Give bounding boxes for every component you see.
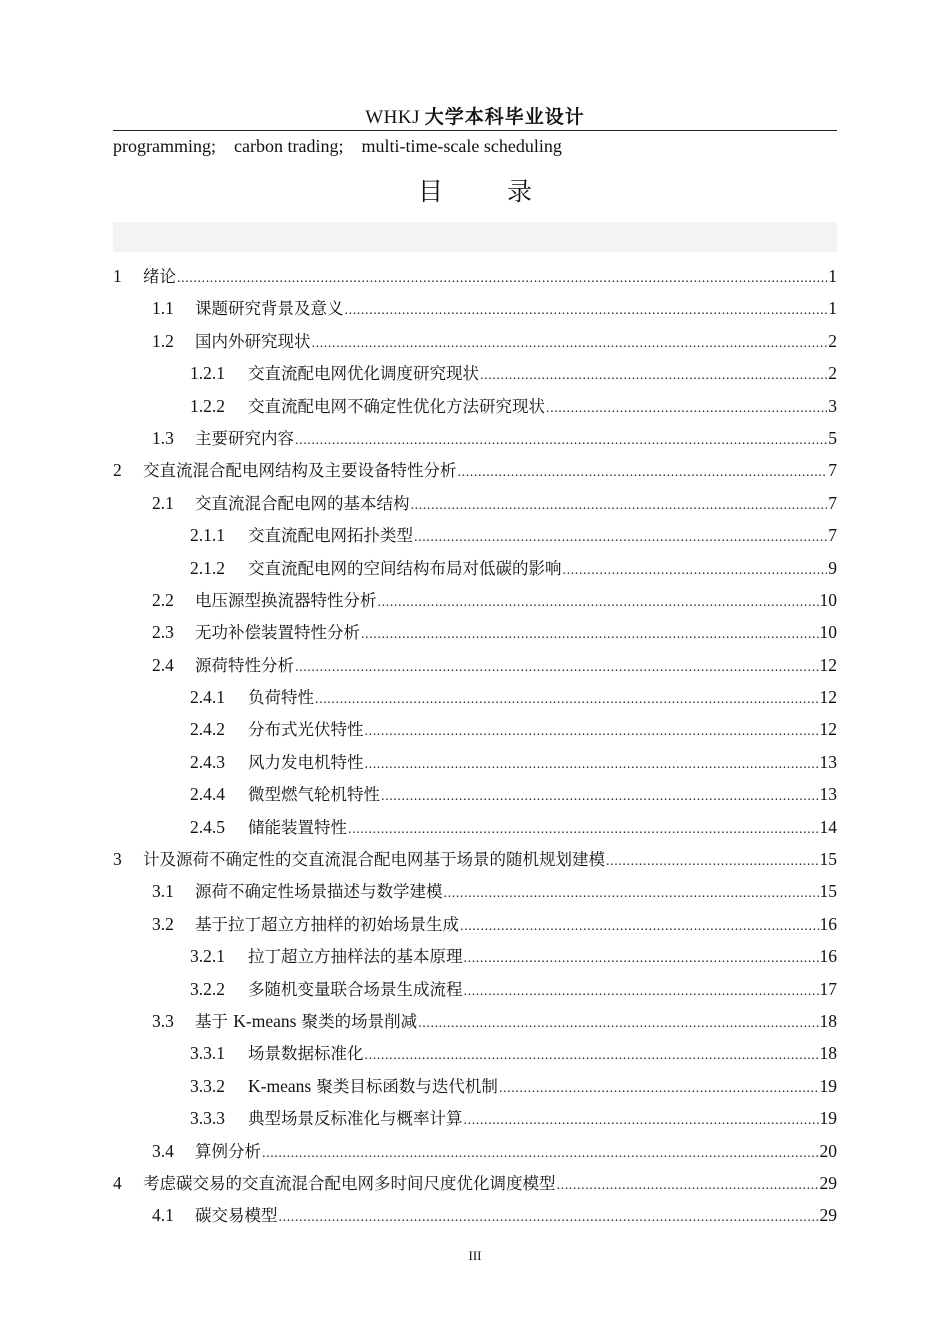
toc-dot-leader [418,1010,818,1038]
toc-entry-title: 电压源型换流器特性分析 [195,590,377,610]
toc-entry-page: 19 [819,1108,837,1129]
toc-entry-number: 2.4 [152,654,174,675]
toc-entry-number: 3.3 [152,1010,174,1031]
toc-dot-leader [365,751,819,779]
toc-entry-page: 7 [828,492,837,513]
toc-entry[interactable] [113,780,837,812]
toc-dot-leader [546,395,827,423]
toc-entry-page: 7 [828,460,837,481]
toc-title: 目 录 [418,177,560,206]
toc-entry[interactable] [113,651,837,683]
toc-entry[interactable] [113,359,837,391]
toc-entry-page: 17 [819,978,837,999]
toc-entry-title: 课题研究背景及意义 [195,299,344,319]
toc-entry-page: 13 [819,751,837,772]
toc-entry-number: 1.2.1 [190,363,225,384]
toc-entry-number: 2.2 [152,589,174,610]
toc-entry-page: 5 [828,427,837,448]
toc-entry-title: 交直流配电网不确定性优化方法研究现状 [248,396,545,416]
toc-entry-title: 无功补偿装置特性分析 [195,623,360,643]
toc-entry-title: 交直流混合配电网的基本结构 [195,493,410,513]
toc-entry-page: 2 [828,330,837,351]
toc-entry-title: 分布式光伏特性 [248,720,364,740]
toc-entry[interactable] [113,554,837,586]
toc-entry-title: 碳交易模型 [195,1206,278,1226]
toc-entry[interactable] [113,1104,837,1136]
page-number-footer: III [468,1248,482,1263]
toc-entry-number: 3.2.1 [190,946,225,967]
toc-entry[interactable] [113,1072,837,1104]
toc-entry[interactable] [113,942,837,974]
table-of-contents [113,262,837,1234]
toc-entry-title: 交直流配电网拓扑类型 [248,526,413,546]
toc-entry-title: 微型燃气轮机特性 [248,785,380,805]
toc-dot-leader [177,265,827,293]
toc-dot-leader [480,362,827,390]
toc-entry-page: 14 [819,816,837,837]
toc-entry-title: 算例分析 [195,1141,261,1161]
toc-dot-leader [262,1140,819,1168]
shaded-band [113,222,837,252]
toc-entry-title: 主要研究内容 [195,428,294,448]
toc-entry[interactable] [113,975,837,1007]
toc-dot-leader [348,816,819,844]
toc-dot-leader [557,1172,819,1200]
toc-dot-leader [315,686,819,714]
toc-entry[interactable] [113,845,837,877]
toc-entry[interactable] [113,456,837,488]
toc-entry-title: 考虑碳交易的交直流混合配电网多时间尺度优化调度模型 [143,1173,556,1193]
toc-entry-page: 12 [819,687,837,708]
toc-entry-page: 7 [828,525,837,546]
toc-entry-page: 12 [819,719,837,740]
toc-entry-number: 1.3 [152,427,174,448]
toc-entry-title: 交直流配电网的空间结构布局对低碳的影响 [248,558,562,578]
toc-entry-number: 2.1.2 [190,557,225,578]
toc-entry-number: 3 [113,849,122,870]
toc-entry-number: 4 [113,1172,122,1193]
toc-entry[interactable] [113,521,837,553]
toc-entry-number: 2.4.1 [190,687,225,708]
toc-entry[interactable] [113,683,837,715]
toc-entry-page: 1 [828,266,837,286]
toc-entry-title: 国内外研究现状 [195,331,311,351]
toc-entry-title: 交直流混合配电网结构及主要设备特性分析 [143,461,457,481]
toc-entry[interactable] [113,715,837,747]
toc-entry-title: 拉丁超立方抽样法的基本原理 [248,947,463,967]
toc-entry-page: 10 [819,622,837,643]
toc-entry-title: 源荷不确定性场景描述与数学建模 [195,882,443,902]
toc-entry-title: 绪论 [143,267,176,286]
toc-dot-leader [365,1042,819,1070]
toc-dot-leader [464,1107,819,1135]
header-thesis-label: 大学本科毕业设计 [424,106,585,128]
toc-entry-number: 3.2.2 [190,978,225,999]
toc-dot-leader [295,427,827,455]
toc-entry-page: 2 [828,363,837,384]
toc-entry-page: 16 [819,946,837,967]
toc-dot-leader [381,783,819,811]
page-header [113,104,837,130]
toc-dot-leader [295,654,819,682]
toc-entry-title: 风力发电机特性 [248,752,364,772]
toc-dot-leader [361,621,819,649]
toc-entry-page: 12 [819,654,837,675]
toc-entry[interactable] [113,813,837,845]
toc-entry-number: 2.4.5 [190,816,225,837]
toc-dot-leader [464,978,819,1006]
toc-entry-number: 2.1 [152,492,174,513]
toc-entry-number: 3.3.3 [190,1108,225,1129]
toc-entry-title: 典型场景反标准化与概率计算 [248,1109,463,1129]
toc-entry[interactable] [113,618,837,650]
toc-entry-number: 3.4 [152,1140,174,1161]
toc-entry-page: 15 [819,881,837,902]
toc-entry-number: 3.3.2 [190,1075,225,1096]
toc-entry[interactable] [113,424,837,456]
toc-entry-page: 9 [828,557,837,578]
toc-entry-page: 3 [828,395,837,416]
toc-entry-title: 多随机变量联合场景生成流程 [248,979,463,999]
toc-entry-title: 基于 K-means 聚类的场景削减 [195,1010,418,1031]
toc-entry[interactable] [113,1137,837,1169]
toc-dot-leader [444,880,819,908]
toc-dot-leader [365,718,819,746]
toc-dot-leader [312,330,828,358]
toc-entry-number: 3.2 [152,913,174,934]
toc-entry-page: 29 [819,1172,837,1193]
toc-dot-leader [606,848,819,876]
toc-entry-page: 18 [819,1043,837,1064]
toc-dot-leader [414,524,827,552]
toc-entry-title: 负荷特性 [248,688,314,708]
toc-entry[interactable] [113,1007,837,1039]
toc-entry[interactable] [113,1201,837,1233]
toc-entry[interactable] [113,392,837,424]
toc-entry-number: 3.1 [152,881,174,902]
toc-entry-page: 1 [828,298,837,319]
toc-dot-leader [563,557,828,585]
toc-entry-page: 18 [819,1010,837,1031]
toc-entry-number: 2 [113,460,122,481]
toc-entry-page: 19 [819,1075,837,1096]
toc-entry[interactable] [113,1039,837,1071]
toc-entry-title: 交直流配电网优化调度研究现状 [248,364,479,384]
keywords-continuation: programming; carbon trading; multi-time-scale scheduling [113,136,562,156]
toc-entry[interactable] [113,910,837,942]
toc-entry-number: 2.3 [152,622,174,643]
toc-entry-number: 3.3.1 [190,1043,225,1064]
toc-entry-number: 1.2.2 [190,395,225,416]
toc-entry-title: 源荷特性分析 [195,655,294,675]
toc-entry[interactable] [113,748,837,780]
toc-entry-number: 4.1 [152,1205,174,1226]
toc-entry-number: 2.4.2 [190,719,225,740]
toc-entry-number: 2.1.1 [190,525,225,546]
toc-entry-title: K-means 聚类目标函数与迭代机制 [248,1075,498,1096]
toc-entry-title: 储能装置特性 [248,817,347,837]
toc-entry-page: 16 [819,913,837,934]
toc-entry-number: 1.1 [152,298,174,319]
toc-dot-leader [458,459,828,487]
toc-entry[interactable] [113,294,837,326]
toc-entry-title: 计及源荷不确定性的交直流混合配电网基于场景的随机规划建模 [143,850,605,870]
toc-dot-leader [499,1075,819,1103]
toc-entry-page: 10 [819,589,837,610]
header-university-code: WHKJ [365,107,420,128]
toc-dot-leader [411,492,828,520]
toc-dot-leader [464,945,819,973]
toc-dot-leader [279,1204,819,1232]
toc-entry-title: 场景数据标准化 [248,1044,364,1064]
toc-entry-number: 1.2 [152,330,174,351]
toc-dot-leader [345,297,828,325]
toc-dot-leader [378,589,819,617]
header-divider [113,130,837,131]
toc-entry-page: 15 [819,849,837,870]
toc-entry[interactable] [113,1169,837,1201]
toc-dot-leader [460,913,819,941]
toc-entry-number: 1 [113,266,122,286]
toc-entry-number: 2.4.4 [190,784,225,805]
toc-entry[interactable] [113,262,837,294]
toc-entry-title: 基于拉丁超立方抽样的初始场景生成 [195,914,459,934]
toc-entry[interactable] [113,586,837,618]
toc-entry-number: 2.4.3 [190,751,225,772]
toc-entry[interactable] [113,489,837,521]
toc-entry-page: 20 [819,1140,837,1161]
toc-entry[interactable] [113,327,837,359]
toc-entry-page: 13 [819,784,837,805]
toc-entry[interactable] [113,877,837,909]
toc-entry-page: 29 [819,1205,837,1226]
